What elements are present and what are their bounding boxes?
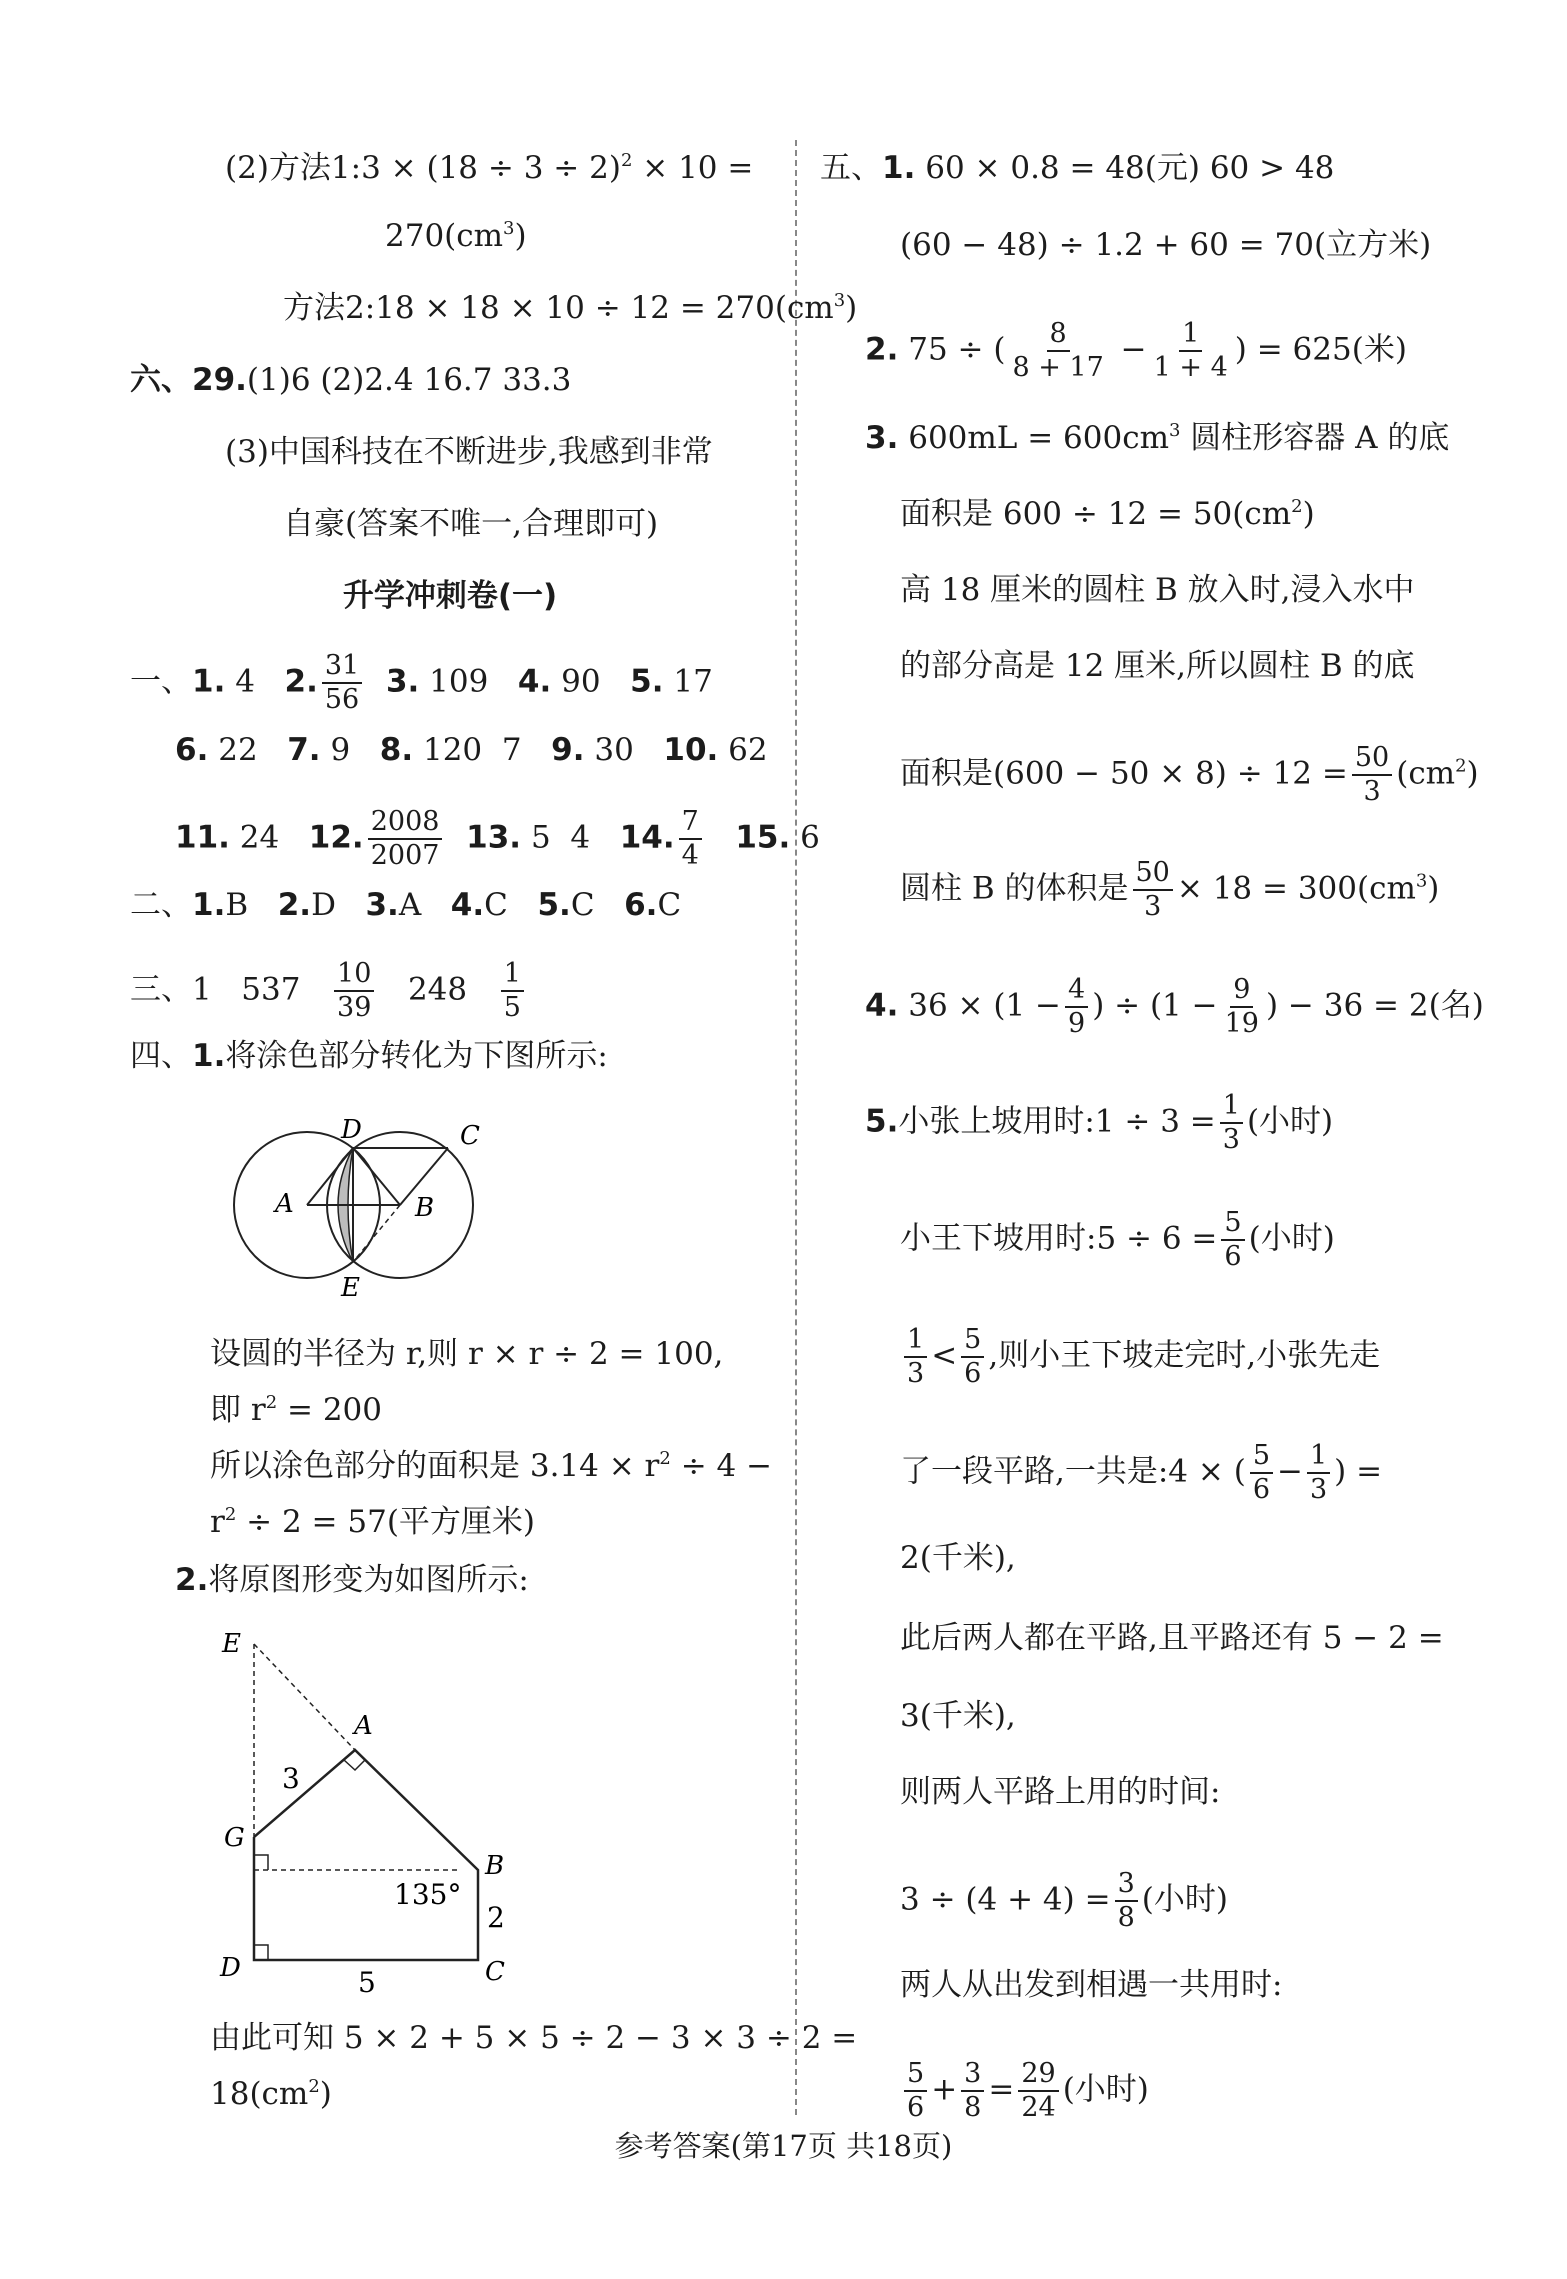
label-E: E xyxy=(222,1629,241,1659)
q5-3-line4: 的部分高是 12 厘米,所以圆柱 B 的底 xyxy=(900,648,1415,684)
fraction: $\frac{1}{5}$ xyxy=(501,958,524,1024)
label-D: D xyxy=(341,1115,362,1145)
fraction: $\frac{50}{3}$ xyxy=(1352,742,1392,808)
label-D: D xyxy=(220,1953,241,1983)
q5-5-line5: 2(千米), xyxy=(900,1540,1016,1576)
section3-answers: 三、1 537 $\frac{10}{39}$ 248 $\frac{1}{5}$ xyxy=(130,958,528,1024)
method1-line: (2)方法1:3 × $(18 \div 3 \div 2)^2 \times 10$ = xyxy=(225,150,754,186)
section1-row3: 11. 24 12. $\frac{2008}{2007}$ 13. 5 4 14. $\frac{7}{4}$ 15. 6 xyxy=(175,806,820,871)
section1-row2: 6. 22 7. 9 8. 120 7 9. 30 10. 62 xyxy=(175,732,768,768)
fraction: $\frac{3}{8}$ xyxy=(961,2058,984,2124)
label-B: B xyxy=(415,1193,435,1223)
fraction: $\frac{1}{3}$ xyxy=(904,1324,927,1390)
q29-part3-line2: 自豪(答案不唯一,合理即可) xyxy=(283,506,659,542)
section1-row1: 一、1. 4 2. $\frac{31}{56}$ 3. 109 4. 90 5. 17 xyxy=(130,650,713,715)
fraction: $\frac{31}{56}$ xyxy=(322,650,362,716)
length-2: 2 xyxy=(487,1901,505,1934)
label-A: A xyxy=(354,1711,373,1741)
polygon-figure xyxy=(210,1620,540,1995)
circles-figure xyxy=(215,1100,505,1310)
method1-result: $270(cm^3)$ xyxy=(385,218,527,254)
fraction: $\frac{3}{8}$ xyxy=(1115,1868,1138,1934)
q5-4: 4. 36 × (1 − $\frac{4}{9}$ ) ÷ (1 − $\frac{9}{19}$ ) − 36 = 2(名) xyxy=(865,974,1484,1039)
q5-3-line1: 3. $600mL = 600cm^3$ 圆柱形容器 A 的底 xyxy=(865,420,1450,456)
angle-135: 135° xyxy=(394,1878,462,1911)
section2-answers: 二、1.B 2.D 3.A 4.C 5.C 6.C xyxy=(130,887,682,923)
q5-3-line6: 圆柱 B 的体积是 $\frac{50}{3}$ × $18 = 300(cm^3)$ xyxy=(900,857,1440,922)
fraction: $\frac{1}{3}$ xyxy=(1307,1440,1330,1506)
section4-text2: 即 $r^2 = 200$ xyxy=(210,1392,382,1428)
section-title: 升学冲刺卷(一) xyxy=(342,578,558,614)
label-C: C xyxy=(460,1121,480,1151)
q5-5-line9: 3 ÷ (4 + 4) = $\frac{3}{8}$ (小时) xyxy=(900,1868,1228,1933)
length-5: 5 xyxy=(358,1966,376,1995)
fraction: $\frac{2008}{2007}$ xyxy=(368,806,443,872)
section4-text6: $18(cm^2)$ xyxy=(210,2076,332,2112)
label-C: C xyxy=(485,1957,505,1987)
label-A: A xyxy=(275,1189,294,1219)
q5-5-line8: 则两人平路上用的时间: xyxy=(900,1774,1221,1810)
method2-line: 方法2:18 × $18 \times 10 \div 12 = 270(cm^3)$ xyxy=(283,290,858,326)
fraction: $\frac{8}{8 + 17}$ xyxy=(1012,318,1104,383)
q5-3-line5: 面积是(600 − 50 × 8) ÷ 12 = $\frac{50}{3}$ $(cm^2)$ xyxy=(900,742,1479,807)
q5-5-line7: 3(千米), xyxy=(900,1698,1016,1734)
label-E: E xyxy=(341,1273,360,1303)
label-B: B xyxy=(485,1851,505,1881)
q5-5-line11: $\frac{5}{6}$ + $\frac{3}{8}$ = $\frac{29}{24}$ (小时) xyxy=(900,2058,1149,2124)
fraction: $\frac{1}{1 + 4}$ xyxy=(1153,318,1228,383)
q29-part3-line1: (3)中国科技在不断进步,我感到非常 xyxy=(225,434,713,470)
fraction: $\frac{9}{19}$ xyxy=(1224,974,1259,1039)
fraction: $\frac{10}{39}$ xyxy=(334,958,374,1024)
q5-1-line1: 五、1. 60 × 0.8 = 48(元) 60 > 48 xyxy=(820,150,1335,186)
page-footer: 参考答案(第17页 共18页) xyxy=(614,2129,953,2163)
fraction: $\frac{29}{24}$ xyxy=(1018,2058,1058,2124)
q5-2: 2. 75 ÷ ( $\frac{8}{8 + 17}$ − $\frac{1}{1 + 4}$ ) = 625(米) xyxy=(865,318,1407,383)
q5-5-line4: 了一段平路,一共是:4 × ( $\frac{5}{6}$ − $\frac{1}{3}$ ) = xyxy=(900,1440,1383,1505)
fraction: $\frac{5}{6}$ xyxy=(1221,1207,1244,1273)
section4-q2: 2.将原图形变为如图所示: xyxy=(175,1562,529,1598)
q5-5-line10: 两人从出发到相遇一共用时: xyxy=(900,1967,1283,2003)
fraction: $\frac{5}{6}$ xyxy=(904,2058,927,2124)
q5-3-line3: 高 18 厘米的圆柱 B 放入时,浸入水中 xyxy=(900,572,1415,608)
fraction: $\frac{1}{3}$ xyxy=(1220,1090,1243,1156)
fraction: $\frac{50}{3}$ xyxy=(1133,857,1173,923)
fraction: $\frac{5}{6}$ xyxy=(1250,1440,1273,1506)
q5-1-line2: (60 − 48) ÷ 1.2 + 60 = 70(立方米) xyxy=(900,227,1432,263)
q5-5-line2: 小王下坡用时:5 ÷ 6 = $\frac{5}{6}$ (小时) xyxy=(900,1207,1335,1272)
q5-5-line3: $\frac{1}{3}$ < $\frac{5}{6}$ ,则小王下坡走完时,小张先走 xyxy=(900,1324,1380,1390)
section4-text3: 所以涂色部分的面积是 $3.14 \times r^2 \div 4$ − xyxy=(210,1448,773,1484)
q5-3-line2: 面积是 $600 \div 12 = 50(cm^2)$ xyxy=(900,496,1315,532)
section4-text4: $r^2 \div 2 = 57$(平方厘米) xyxy=(210,1504,536,1540)
fraction: $\frac{4}{9}$ xyxy=(1065,974,1088,1040)
section4-text5: 由此可知 5 × 2 + 5 × 5 ÷ 2 − 3 × 3 ÷ 2 = xyxy=(210,2020,858,2056)
column-divider xyxy=(795,140,797,2115)
q29-answers: 六、29.(1)6 (2)2.4 16.7 33.3 xyxy=(130,362,572,398)
q5-5-line6: 此后两人都在平路,且平路还有 5 − 2 = xyxy=(900,1620,1444,1656)
length-3: 3 xyxy=(282,1762,300,1795)
section4-q1: 四、1.将涂色部分转化为下图所示: xyxy=(130,1038,608,1074)
q5-5-line1: 5.小张上坡用时:1 ÷ 3 = $\frac{1}{3}$ (小时) xyxy=(865,1090,1334,1155)
section4-text1: 设圆的半径为 r,则 r × r ÷ 2 = 100, xyxy=(210,1336,724,1372)
label-G: G xyxy=(224,1823,245,1853)
fraction: $\frac{7}{4}$ xyxy=(679,806,702,872)
fraction: $\frac{5}{6}$ xyxy=(961,1324,984,1390)
